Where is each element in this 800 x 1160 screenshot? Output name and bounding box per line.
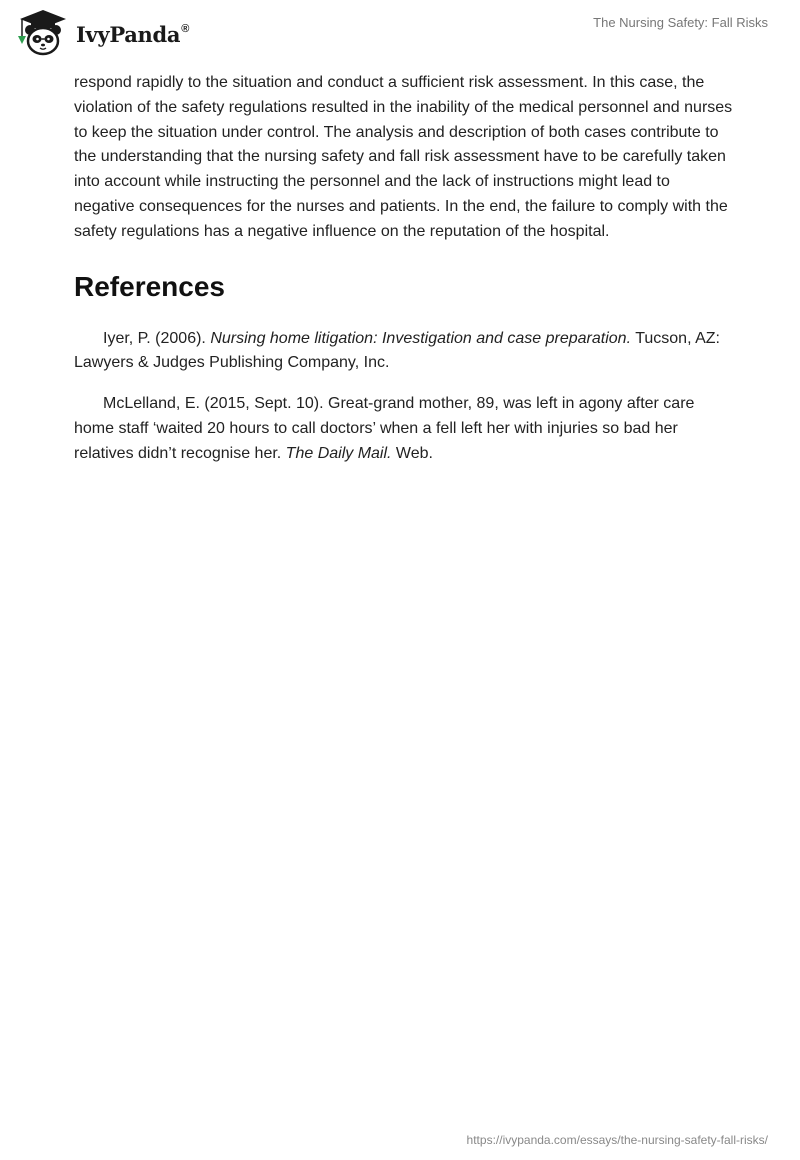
references-list	[74, 327, 734, 467]
reference-item: McLelland, E. (2015, Sept. 10). Great-grand mother, 89, was left in agony after care home staff ‘waited 20 hours to call doctors’ when a fell left her with injuries so bad her relatives didn’t recognise her. The Daily Mail. Web.	[74, 395, 695, 462]
references-heading: References	[74, 270, 225, 302]
body-paragraph: respond rapidly to the situation and conduct a sufficient risk assessment. In this case, the violation of the safety regulations resulted in the inability of the medical personnel and nurses to keep the situation under control. The analysis and description of both cases contribute to the understanding that the nursing safety and fall risk assessment have to be carefully taken into account while instructing the personnel and the lack of instructions might lead to negative consequences for the nurses and patients. In the end, the failure to comply with the safety regulations has a negative influence on the reputation of the hospital.	[74, 74, 733, 240]
essay-content	[74, 71, 734, 483]
page-header	[0, 0, 800, 60]
running-title: The Nursing Safety: Fall Risks	[593, 15, 768, 30]
source-url[interactable]: https://ivypanda.com/essays/the-nursing-safety-fall-risks/	[466, 1133, 768, 1147]
reference-title: The Daily Mail.	[285, 444, 392, 462]
ivypanda-logo[interactable]	[14, 8, 189, 58]
reference-title: Nursing home litigation: Investigation and case preparation.	[210, 329, 632, 347]
reference-item: Iyer, P. (2006). Nursing home litigation: Investigation and case preparation. Tucson, AZ: Lawyers & Judges Publishing Company, Inc.	[74, 329, 720, 372]
logo-wordmark: IvyPanda®	[76, 21, 190, 47]
panda-graduate-icon	[14, 8, 72, 58]
